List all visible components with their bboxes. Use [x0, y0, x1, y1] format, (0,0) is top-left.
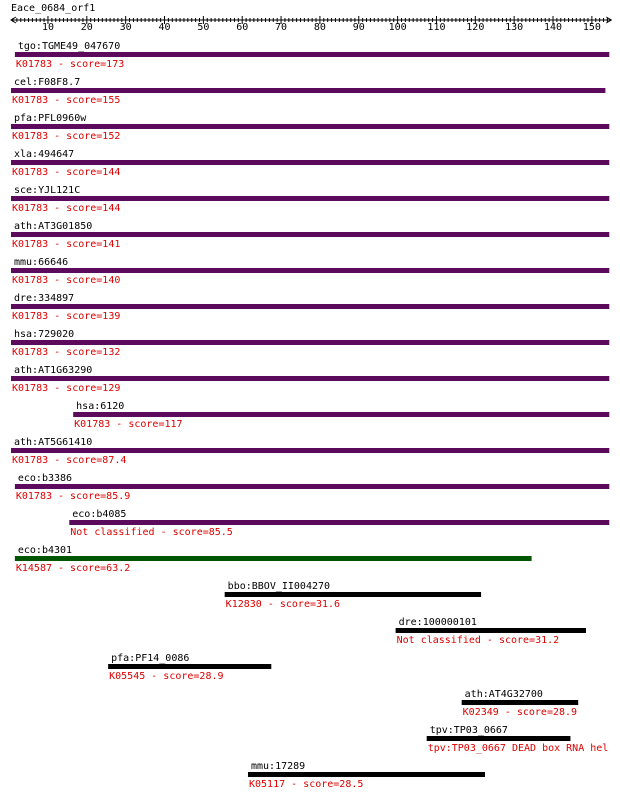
hit-bar[interactable] — [462, 700, 579, 705]
hit-description[interactable]: K01783 - score=144 — [12, 167, 121, 178]
hit-name[interactable]: dre:100000101 — [398, 617, 477, 628]
hit-bar[interactable] — [11, 124, 609, 129]
hit-row[interactable] — [15, 473, 609, 502]
hit-name[interactable]: ath:AT5G61410 — [14, 437, 93, 448]
ruler-tick-label: 80 — [313, 22, 326, 33]
hit-bar[interactable] — [396, 628, 586, 633]
hit-name[interactable]: eco:b4301 — [17, 545, 73, 556]
hit-bar[interactable] — [11, 268, 609, 273]
hit-bar[interactable] — [15, 556, 532, 561]
hit-description[interactable]: K01783 - score=117 — [74, 419, 183, 430]
hit-name[interactable]: ath:AT3G01850 — [14, 221, 93, 232]
hit-description[interactable]: K01783 - score=139 — [12, 311, 121, 322]
hit-row[interactable] — [15, 545, 532, 574]
hit-name[interactable]: ath:AT4G32700 — [464, 689, 543, 700]
hit-description[interactable]: tpv:TP03_0667 DEAD box RNA hel — [427, 743, 609, 754]
hit-row[interactable] — [11, 149, 609, 178]
ruler-tick-label: 60 — [236, 22, 249, 33]
hit-description[interactable]: K14587 - score=63.2 — [15, 563, 131, 574]
hit-bar[interactable] — [427, 736, 571, 741]
hit-name[interactable]: sce:YJL121C — [14, 185, 81, 196]
hit-bar[interactable] — [15, 484, 609, 489]
hit-bar[interactable] — [11, 160, 609, 165]
hit-description[interactable]: Not classified - score=31.2 — [396, 635, 560, 646]
hit-name[interactable]: tpv:TP03_0667 — [429, 725, 508, 736]
hit-bar[interactable] — [11, 376, 609, 381]
hit-name[interactable]: tgo:TGME49_047670 — [17, 41, 121, 52]
hit-bar[interactable] — [11, 232, 609, 237]
hit-row[interactable] — [11, 293, 609, 322]
hit-description[interactable]: K01783 - score=132 — [12, 347, 121, 358]
hit-row[interactable] — [73, 401, 609, 430]
hit-name[interactable]: xla:494647 — [14, 149, 75, 160]
hit-name[interactable]: eco:b3386 — [17, 473, 73, 484]
hit-row[interactable] — [11, 257, 609, 286]
hit-bar[interactable] — [15, 52, 609, 57]
hit-description[interactable]: K12830 - score=31.6 — [225, 599, 341, 610]
hit-row[interactable] — [108, 653, 271, 682]
hit-row[interactable] — [11, 329, 609, 358]
hit-bar[interactable] — [11, 448, 609, 453]
hit-bar[interactable] — [248, 772, 485, 777]
hit-row[interactable] — [427, 725, 609, 754]
ruler-tick-label: 150 — [582, 22, 601, 33]
hit-description[interactable]: K05117 - score=28.5 — [248, 779, 364, 790]
hit-bar[interactable] — [225, 592, 481, 597]
hit-description[interactable]: K01783 - score=144 — [12, 203, 121, 214]
hit-description[interactable]: K01783 - score=85.9 — [15, 491, 131, 502]
hit-row[interactable] — [225, 581, 481, 610]
ruler-tick-label: 130 — [505, 22, 524, 33]
hit-name[interactable]: hsa:6120 — [76, 401, 125, 412]
hit-description[interactable]: K01783 - score=152 — [12, 131, 121, 142]
hit-bar[interactable] — [69, 520, 609, 525]
hit-description[interactable]: Not classified - score=85.5 — [70, 527, 233, 538]
hit-name[interactable]: cel:F08F8.7 — [14, 77, 81, 88]
ruler-tick-label: 90 — [352, 22, 365, 33]
ruler-tick-label: 10 — [41, 22, 54, 33]
hit-bar[interactable] — [108, 664, 271, 669]
hit-bar[interactable] — [11, 304, 609, 309]
hit-description[interactable]: K01783 - score=155 — [12, 95, 121, 106]
hit-description[interactable]: K05545 - score=28.9 — [109, 671, 224, 682]
hit-row[interactable] — [462, 689, 579, 718]
hit-description[interactable]: K01783 - score=87.4 — [12, 455, 127, 466]
hit-name[interactable]: ath:AT1G63290 — [14, 365, 93, 376]
hit-description[interactable]: K01783 - score=140 — [12, 275, 121, 286]
hit-name[interactable]: pfa:PFL0960w — [14, 113, 87, 124]
hit-name[interactable]: mmu:17289 — [250, 761, 306, 772]
hit-row[interactable] — [396, 617, 586, 646]
ruler-tick-label: 70 — [275, 22, 288, 33]
hit-row[interactable] — [11, 365, 609, 394]
ruler-tick-label: 140 — [543, 22, 563, 33]
ruler-tick-label: 40 — [158, 22, 171, 33]
ruler-tick-label: 30 — [119, 22, 132, 33]
hit-row[interactable] — [248, 761, 485, 790]
hit-row[interactable] — [11, 221, 609, 250]
position-ruler — [11, 16, 611, 33]
hit-name[interactable]: dre:334897 — [14, 293, 75, 304]
hit-description[interactable]: K01783 - score=141 — [12, 239, 121, 250]
hit-bar[interactable] — [11, 88, 605, 93]
hit-row[interactable] — [11, 185, 609, 214]
hit-row[interactable] — [11, 77, 605, 106]
hit-list — [11, 41, 609, 790]
hit-name[interactable]: mmu:66646 — [14, 257, 69, 268]
query-name: Eace_0684_orf1 — [11, 3, 96, 14]
hit-row[interactable] — [15, 41, 609, 70]
ruler-tick-label: 50 — [197, 22, 210, 33]
hit-description[interactable]: K02349 - score=28.9 — [462, 707, 578, 718]
hit-description[interactable]: K01783 - score=173 — [15, 59, 125, 70]
hit-name[interactable]: eco:b4085 — [72, 509, 127, 520]
hit-row[interactable] — [11, 113, 609, 142]
ruler-tick-label: 20 — [80, 22, 93, 33]
ruler-tick-label: 100 — [388, 22, 407, 33]
hit-bar[interactable] — [11, 196, 609, 201]
hit-name[interactable]: pfa:PF14_0086 — [111, 653, 190, 664]
hit-bar[interactable] — [11, 340, 609, 345]
hit-description[interactable]: K01783 - score=129 — [12, 383, 121, 394]
ruler-tick-label: 110 — [427, 22, 446, 33]
hit-bar[interactable] — [73, 412, 609, 417]
hit-row[interactable] — [69, 509, 609, 538]
hit-row[interactable] — [11, 437, 609, 466]
hit-name[interactable]: bbo:BBOV_II004270 — [227, 581, 331, 592]
ruler-tick-label: 120 — [466, 22, 485, 33]
hit-name[interactable]: hsa:729020 — [14, 329, 75, 340]
